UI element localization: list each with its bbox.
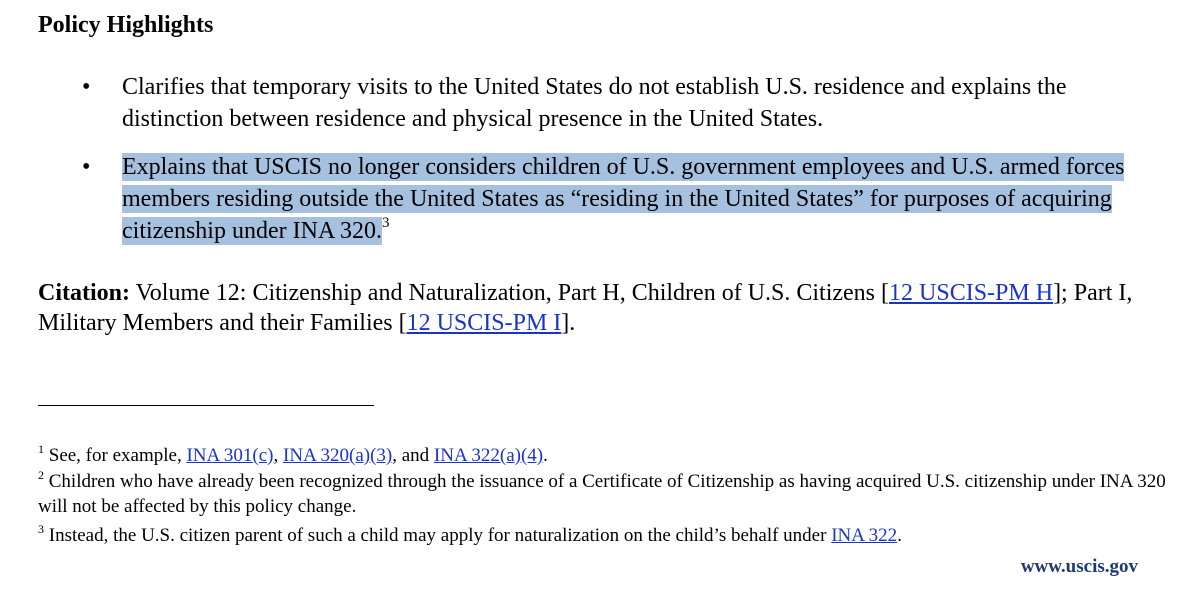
bullet-marker: • xyxy=(82,154,91,180)
bullet-item-residence: Clarifies that temporary visits to the United States do not establish U.S. residence and explains the distinction between residence and physical presence in the United States. xyxy=(122,74,1067,132)
footnote-3 xyxy=(38,523,1168,548)
footnote-divider xyxy=(38,405,374,406)
citation-text: ]; Part I, Military Members and their Families [ xyxy=(38,280,1133,336)
footnote-text: See, for example, xyxy=(44,445,187,466)
highlighted-text[interactable]: Explains that USCIS no longer considers children of U.S. government employees and U.S. armed forces members residing outside the United States as “residing in the United States” for purposes of acquiring citizenship under INA 320. xyxy=(122,154,1125,244)
link-12-uscis-pm-h[interactable]: 12 USCIS-PM H xyxy=(889,280,1054,306)
citation-text: Volume 12: Citizenship and Naturalization, Part H, Children of U.S. Citizens [ xyxy=(130,280,890,306)
footnote-2 xyxy=(38,469,1168,519)
footnote-number: 1 xyxy=(38,441,44,456)
citation xyxy=(38,278,1138,338)
footnote-text: . xyxy=(897,525,902,546)
bullet-item-children xyxy=(122,151,1162,247)
link-ina-301c[interactable]: INA 301(c) xyxy=(186,445,274,466)
footnote-number: 3 xyxy=(38,521,44,536)
footnote-text: , and xyxy=(392,445,434,466)
footnote-text: . xyxy=(543,445,548,466)
citation-label: Citation: xyxy=(38,280,130,306)
footnote-ref[interactable]: 3 xyxy=(381,215,390,231)
footnote-text: Instead, the U.S. citizen parent of such a child may apply for naturalization on the child’s behalf under xyxy=(44,525,832,546)
link-ina-322a4[interactable]: INA 322(a)(4) xyxy=(433,445,544,466)
link-12-uscis-pm-i[interactable]: 12 USCIS-PM I xyxy=(406,310,562,336)
footnote-text: , xyxy=(273,445,284,466)
footnote-text: Children who have already been recognized through the issuance of a Certificate of Citizenship as having acquired U.S. citizenship under INA 320 will not be affected by this policy change. xyxy=(38,471,1166,517)
section-heading: Policy Highlights xyxy=(38,12,214,38)
footnote-1 xyxy=(38,443,1168,468)
site-url: www.uscis.gov xyxy=(1020,556,1138,577)
citation-text: ]. xyxy=(561,310,576,336)
link-ina-322[interactable]: INA 322 xyxy=(831,525,898,546)
link-ina-320a3[interactable]: INA 320(a)(3) xyxy=(283,445,393,466)
footnote-number: 2 xyxy=(38,467,44,482)
bullet-marker: • xyxy=(82,74,91,100)
